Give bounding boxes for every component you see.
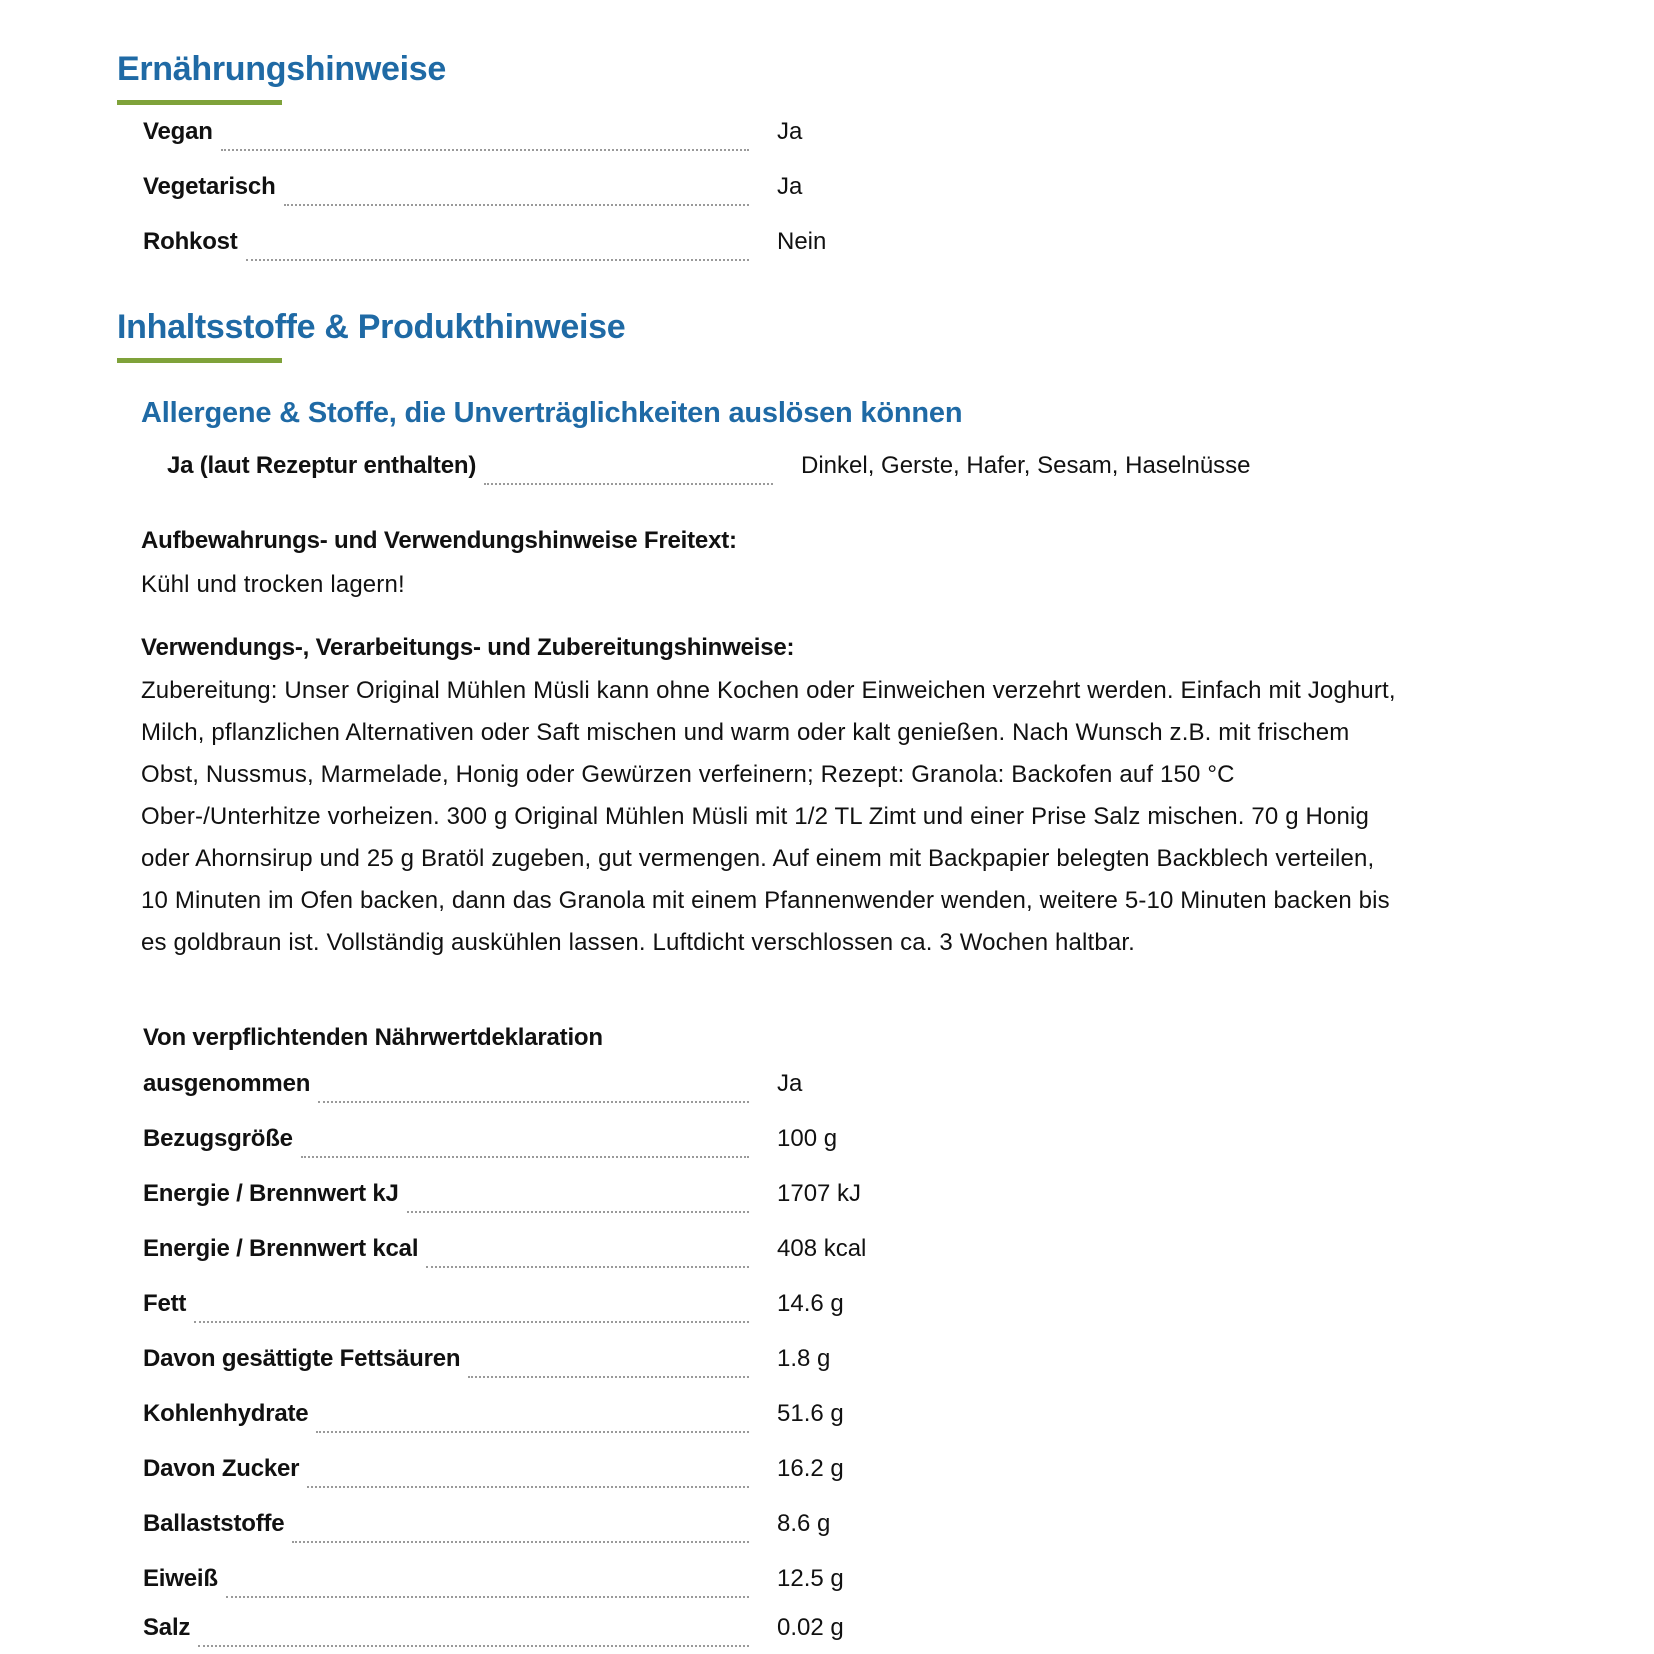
- kv-row-nutrition: [143, 1565, 844, 1605]
- kv-label: Rohkost: [143, 228, 238, 255]
- kv-value: 100 g: [777, 1125, 838, 1152]
- dot-leader: [316, 1431, 749, 1433]
- dot-leader: [194, 1321, 749, 1323]
- kv-row-vegan: [143, 118, 803, 158]
- kv-label: Ja (laut Rezeptur enthalten): [167, 452, 477, 479]
- dot-leader: [221, 149, 749, 151]
- kv-value: 51.6 g: [777, 1400, 844, 1427]
- kv-value: 8.6 g: [777, 1510, 831, 1537]
- kv-row-nutrition: [143, 1070, 803, 1110]
- kv-row-vegetarian: [143, 173, 803, 213]
- dot-leader: [468, 1376, 749, 1378]
- kv-value: Dinkel, Gerste, Hafer, Sesam, Haselnüsse: [801, 452, 1251, 479]
- dot-leader: [318, 1101, 749, 1103]
- kv-row-nutrition: [143, 1510, 831, 1550]
- kv-value: 16.2 g: [777, 1455, 844, 1482]
- kv-value: 12.5 g: [777, 1565, 844, 1592]
- section-heading-ingredients: Inhaltsstoffe & Produkthinweise: [117, 308, 626, 346]
- kv-label: Fett: [143, 1290, 187, 1317]
- kv-row-nutrition: [143, 1455, 844, 1495]
- kv-label: ausgenommen: [143, 1070, 311, 1097]
- kv-label: Kohlenhydrate: [143, 1400, 309, 1427]
- kv-label: Davon gesättigte Fettsäuren: [143, 1345, 461, 1372]
- kv-label: Salz: [143, 1614, 191, 1641]
- storage-text: Kühl und trocken lagern!: [141, 571, 405, 598]
- dot-leader: [284, 204, 749, 206]
- kv-value: Ja: [777, 1070, 803, 1097]
- kv-row-allergens: [167, 452, 1251, 492]
- kv-label: Energie / Brennwert kJ: [143, 1180, 399, 1207]
- dot-leader: [246, 259, 749, 261]
- allergens-subheading: Allergene & Stoffe, die Unverträglichkeiten auslösen können: [141, 397, 963, 429]
- kv-row-nutrition: [143, 1614, 844, 1654]
- kv-label: Eiweiß: [143, 1565, 218, 1592]
- kv-label: Vegan: [143, 118, 213, 145]
- kv-row-nutrition: [143, 1235, 867, 1275]
- dot-leader: [407, 1211, 749, 1213]
- dot-leader: [426, 1266, 749, 1268]
- kv-value: 0.02 g: [777, 1614, 844, 1641]
- kv-value: 408 kcal: [777, 1235, 867, 1262]
- kv-label: Vegetarisch: [143, 173, 276, 200]
- usage-title: Verwendungs-, Verarbeitungs- und Zubereitungshinweise:: [141, 634, 795, 661]
- kv-label: Davon Zucker: [143, 1455, 300, 1482]
- kv-row-nutrition: [143, 1125, 838, 1165]
- heading-underline: [117, 358, 282, 363]
- kv-row-raw-food: [143, 228, 827, 268]
- kv-row-nutrition: [143, 1345, 831, 1385]
- kv-label: Ballaststoffe: [143, 1510, 285, 1537]
- dot-leader: [292, 1541, 749, 1543]
- storage-title: Aufbewahrungs- und Verwendungshinweise Freitext:: [141, 527, 737, 554]
- kv-value: 1707 kJ: [777, 1180, 862, 1207]
- section-heading-diet: Ernährungshinweise: [117, 50, 447, 88]
- kv-value: 14.6 g: [777, 1290, 844, 1317]
- usage-text: Zubereitung: Unser Original Mühlen Müsli kann ohne Kochen oder Einweichen verzehrt werden. Einfach mit Joghurt, Milch, pflanzlichen Alternativen oder Saft mischen und warm oder kalt genießen. Nach Wunsch z.B. mit frischem Obst, Nussmus, Marmelade, Honig oder Gewürzen verfeinern; Rezept: Granola: Backofen auf 150 °C Ober-/Unterhitze vorheizen. 300 g Original Mühlen Müsli mit 1/2 TL Zimt und einer Prise Salz mischen. 70 g Honig oder Ahornsirup und 25 g Bratöl zugeben, gut vermengen. Auf einem mit Backpapier belegten Backblech verteilen, 10 Minuten im Ofen backen, dann das Granola mit einem Pfannenwender wenden, weitere 5-10 Minuten backen bis es goldbraun ist. Vollständig auskühlen lassen. Luftdicht verschlossen ca. 3 Wochen haltbar.: [141, 677, 1396, 956]
- kv-label: Energie / Brennwert kcal: [143, 1235, 419, 1262]
- dot-leader: [307, 1486, 749, 1488]
- dot-leader: [301, 1156, 749, 1158]
- dot-leader: [484, 483, 773, 485]
- kv-row-nutrition: [143, 1290, 844, 1330]
- dot-leader: [198, 1645, 749, 1647]
- kv-value: Ja: [777, 118, 803, 145]
- kv-value: Nein: [777, 228, 827, 255]
- kv-value: Ja: [777, 173, 803, 200]
- kv-value: 1.8 g: [777, 1345, 831, 1372]
- nutrition-title: Von verpflichtenden Nährwertdeklaration: [143, 1024, 603, 1051]
- heading-underline: [117, 100, 282, 105]
- dot-leader: [226, 1596, 749, 1598]
- kv-row-nutrition: [143, 1400, 844, 1440]
- kv-label: Bezugsgröße: [143, 1125, 293, 1152]
- kv-row-nutrition: [143, 1180, 862, 1220]
